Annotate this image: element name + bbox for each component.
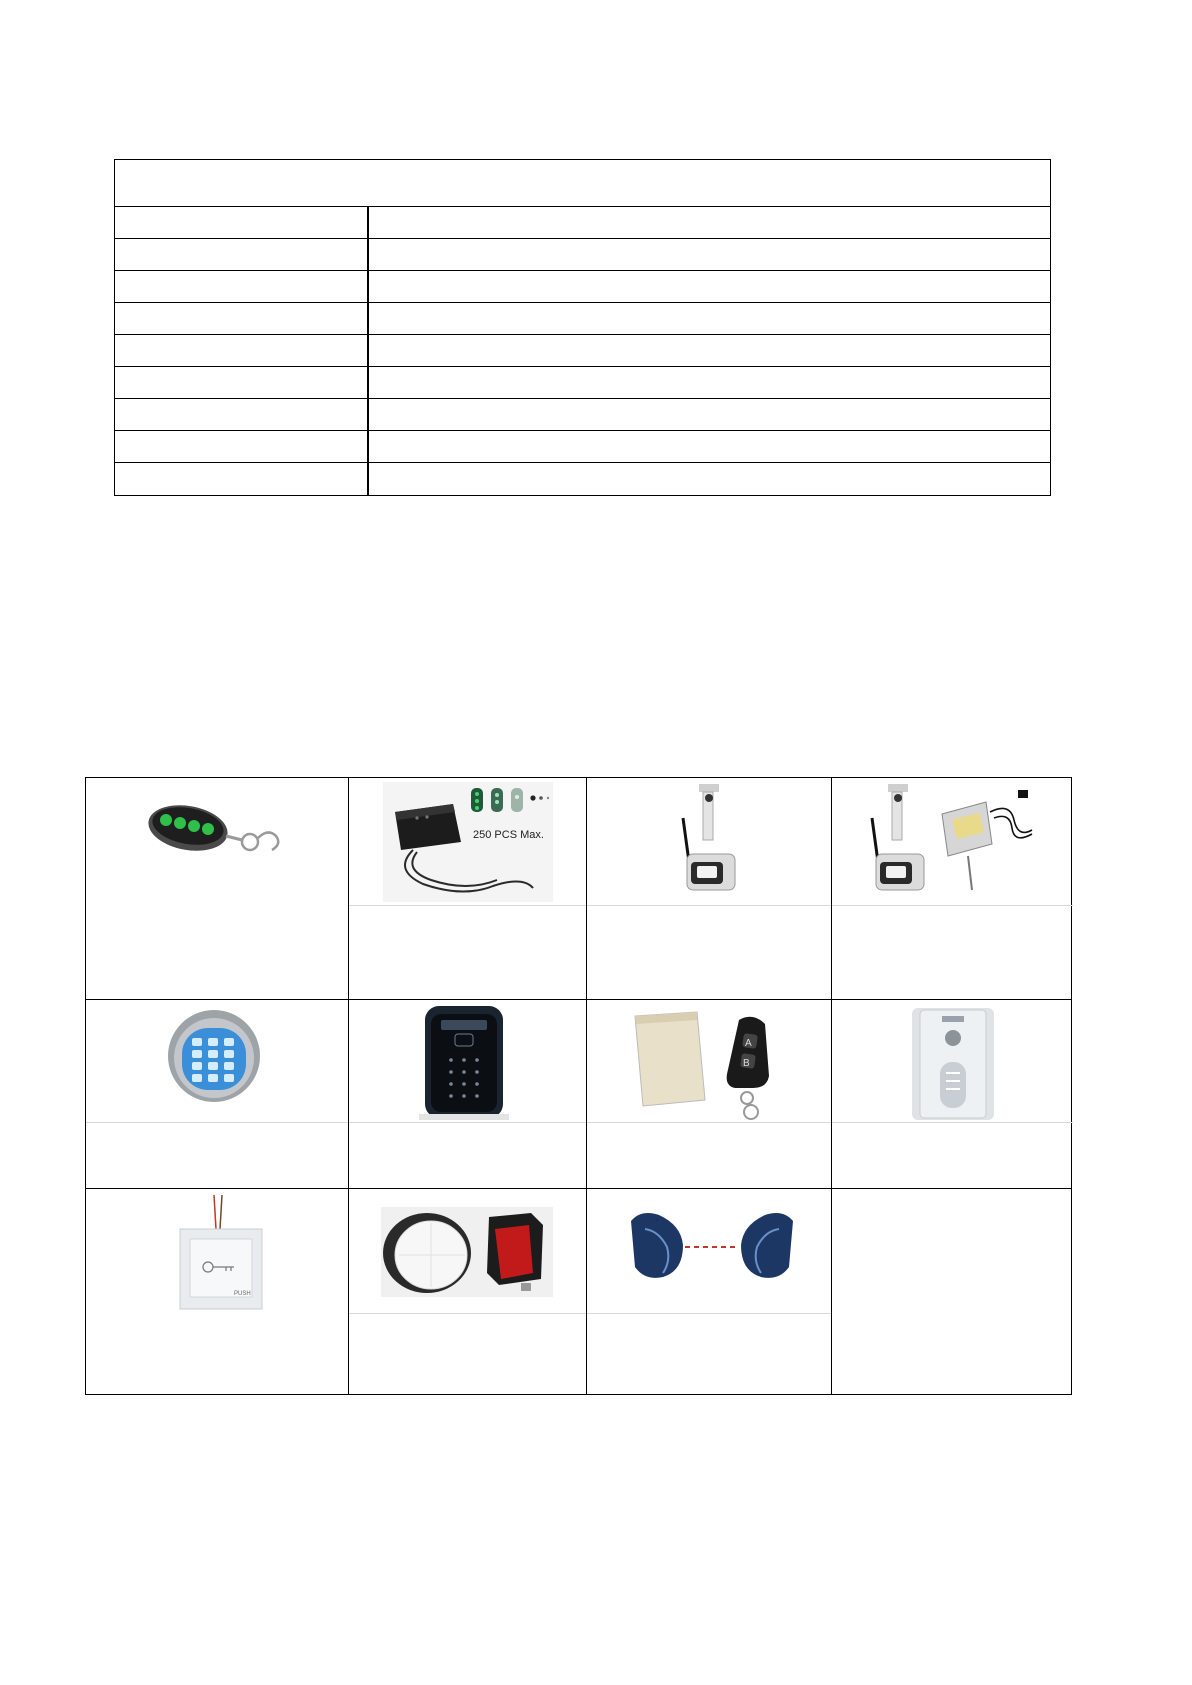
spec-label <box>115 207 367 238</box>
accessory-cell <box>349 778 587 999</box>
photocell-sensors-image <box>627 1207 797 1287</box>
caption-divider <box>349 1122 586 1123</box>
accessory-cell <box>86 1189 349 1394</box>
caption-divider <box>832 905 1073 906</box>
receiver-image <box>383 782 553 902</box>
spec-row <box>115 335 1050 367</box>
spec-row <box>115 271 1050 303</box>
caption-divider <box>832 1122 1073 1123</box>
spec-table-header <box>115 160 1050 207</box>
spec-row <box>115 463 1050 495</box>
caption-divider <box>587 905 831 906</box>
spec-row <box>115 239 1050 271</box>
caption-divider <box>349 905 586 906</box>
spec-row <box>115 399 1050 431</box>
spec-label <box>115 239 367 270</box>
spec-value <box>369 207 1050 238</box>
accessory-cell-empty <box>832 1189 1073 1394</box>
caption-divider <box>86 907 348 908</box>
wall-push-switch-image <box>910 1006 996 1122</box>
spec-rows <box>115 207 1050 495</box>
accessory-cell <box>587 1000 832 1188</box>
sensor-with-control-box-image <box>868 782 1038 902</box>
accessory-row <box>86 778 1071 1000</box>
accessory-row <box>86 1189 1071 1394</box>
receiver-capacity-label: 250 PCS Max. <box>473 829 544 841</box>
caption-divider <box>587 1122 831 1123</box>
card-reader-keypad-image <box>419 1004 515 1122</box>
spec-label <box>115 463 367 495</box>
remote-fob-image <box>146 790 286 870</box>
caption-divider <box>86 1122 348 1123</box>
spec-row <box>115 303 1050 335</box>
accessory-table <box>85 777 1072 1395</box>
remote-button-b-label: B <box>743 1058 750 1069</box>
exit-button-push-label: PUSH <box>234 1291 251 1297</box>
caption-divider <box>349 1313 586 1314</box>
spec-value <box>369 271 1050 302</box>
accessory-cell <box>349 1000 587 1188</box>
accessory-cell <box>349 1189 587 1394</box>
spec-label <box>115 367 367 398</box>
spec-value <box>369 399 1050 430</box>
spec-row <box>115 431 1050 463</box>
accessory-cell <box>587 778 832 999</box>
spec-value <box>369 463 1050 495</box>
spec-row <box>115 367 1050 399</box>
accessory-row <box>86 1000 1071 1189</box>
spec-label <box>115 399 367 430</box>
exit-button-image <box>176 1193 266 1313</box>
spec-row <box>115 207 1050 239</box>
accessory-cell <box>86 1000 349 1188</box>
spec-label <box>115 271 367 302</box>
spec-value <box>369 431 1050 462</box>
receiver-and-ab-remote-image <box>631 1006 791 1126</box>
spec-value <box>369 239 1050 270</box>
warning-lamp-image <box>381 1207 553 1297</box>
remote-button-a-label: A <box>745 1038 752 1049</box>
spec-label <box>115 431 367 462</box>
spec-label <box>115 303 367 334</box>
spec-value <box>369 303 1050 334</box>
accessory-cell <box>832 1000 1073 1188</box>
spec-value <box>369 367 1050 398</box>
spec-value <box>369 335 1050 366</box>
caption-divider <box>587 1313 831 1314</box>
accessory-cell <box>832 778 1073 999</box>
spec-table <box>114 159 1051 496</box>
caption-divider <box>86 1313 348 1314</box>
wireless-keypad-image <box>164 1006 264 1106</box>
accessory-cell <box>86 778 349 999</box>
accessory-cell <box>587 1189 832 1394</box>
spec-label <box>115 335 367 366</box>
wireless-sensor-image <box>673 782 743 902</box>
